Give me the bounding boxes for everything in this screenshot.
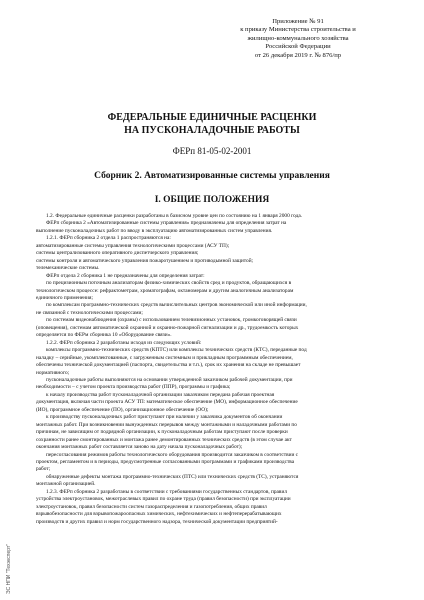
body-line: работ; — [36, 466, 51, 473]
body-line: автоматизированные системы управления технологическими процессами (АСУ ТП); — [36, 242, 230, 249]
body-line: окончания монтажных работ составляется заново на дату начала пусконаладочных работ); — [36, 444, 243, 451]
body-line: документация, включая части проекта АСУ ТП: математическое обеспечение (МО), информационное обеспечение — [36, 399, 298, 406]
watermark-sidebar — [4, 516, 12, 594]
body-line: ФЕРп сборника 2 «Автоматизированные системы управления» предназначены для определения затрат на — [46, 220, 287, 227]
body-line: нормативного; — [36, 369, 70, 376]
body-line: телемеханические системы. — [36, 265, 100, 272]
appendix-line: Приложение № 91 — [272, 18, 324, 25]
body-line: монтажных работ. При возникновении вынужденных перерывов между монтажными и наладочными работами по — [36, 421, 297, 428]
appendix-line: к приказу Министерства строительства и — [240, 26, 356, 34]
body-line: обеспечены технической документацией (паспорта, свидетельства и т.п.), срок их хранения на складе не превышает — [36, 362, 301, 369]
body-line: системы централизованного оперативного диспетчерского управления; — [36, 250, 199, 257]
body-line: выполнение пусконаладочных работ по вводу в эксплуатацию автоматизированных систем управления. — [36, 227, 273, 234]
body-line: сохранности ранее смонтированных и монтажа ранее демонтированных технических средств (в этом случае акт — [36, 436, 292, 443]
body-line: по комплексам программно-технических средств вычислительных центров экономической или иной информации, — [46, 302, 307, 309]
watermark-text: ЭС НПИ "Техэксперт" — [6, 543, 12, 594]
body-line: 1.2.3. ФЕРп сборника 2 разработаны в соответствии с требованиями государственных стандартов, правил — [46, 488, 287, 495]
collection-title: Сборник 2. Автоматизированные системы управления — [94, 171, 330, 181]
body-line: к началу производства работ пусконаладочной организации заказчиком передана рабочая проектная — [46, 391, 275, 398]
document-title — [0, 112, 424, 137]
body-line: необходимости – с учетом проекта производства работ (ППР), программы и графика; — [36, 384, 231, 391]
body-line: 1.2.1. ФЕРп сборника 2 отдела 1 распространяются на: — [46, 235, 171, 242]
body-line: 1.2. Федеральные единичные расценки разработаны в базисном уровне цен по состоянию на 1 января 2000 года. — [46, 213, 303, 219]
body-line: технологическом процессе: рефрактометрам, хроматографам, октаномерам и другим аналогичным анализаторам — [36, 287, 294, 294]
body-line: монтажной организацией. — [36, 481, 96, 488]
body-line: определяется по ФЕРм сборника 10 «Оборудование связи». — [36, 332, 172, 339]
body-line: ФЕРп отдела 2 сборника 1 не предназначены для определения затрат: — [46, 272, 205, 279]
body-line: единичного применения; — [36, 294, 93, 301]
body-line: взрывобезопасности для взрывопожароопасных химических, нефтехимических и нефтеперерабатывающих — [36, 511, 282, 518]
body-line: по прецизионным поточным анализаторам физико-химических свойств сред и продуктов, обращающихся в — [46, 280, 292, 287]
body-line: (ИО), программное обеспечение (ПО), организационное обеспечение (ОО); — [36, 406, 209, 413]
section-heading: I. ОБЩИЕ ПОЛОЖЕНИЯ — [154, 195, 270, 205]
body-line: причинам, не зависящим от подрядной организации, к пусконаладочным работам приступают после проверки — [36, 429, 288, 436]
body-line: (оповещения), системам автоматической охранной и охранно-пожарной сигнализации и др., трудоемкость которых — [36, 324, 299, 331]
body-line: устройства электроустановок, межотраслевых правил по охране труда (правил безопасности) при эксплуатации — [36, 496, 291, 503]
body-line: электроустановок, правил безопасности систем газораспределения и газопотребления, общих правил — [36, 503, 267, 510]
appendix-header — [198, 18, 398, 60]
body-line: производств и других правил и норм государственного надзора, технической документации предприятий- — [36, 518, 278, 525]
appendix-line: от 26 декабря 2019 г. № 876/пр — [254, 51, 342, 59]
title-line-1: ФЕДЕРАЛЬНЫЕ ЕДИНИЧНЫЕ РАСЦЕНКИ — [107, 112, 317, 123]
document-code: ФЕРп 81-05-02-2001 — [172, 146, 252, 156]
body-line: по системам видеонаблюдения (охраны) с использованием телевизионных установок, громкоговорящей связи — [46, 317, 297, 324]
body-line: системы контроля и автоматического управления пожаротушением и противодымной защитой; — [36, 257, 254, 264]
body-line: пусконаладочные работы выполняются на основании утвержденной заказчиком рабочей документации, при — [46, 376, 293, 383]
body-line: 1.2.2. ФЕРп сборника 2 разработаны исходя из следующих условий: — [46, 339, 202, 346]
body-text — [36, 213, 408, 526]
appendix-line: жилищно-коммунального хозяйства — [247, 34, 349, 42]
body-line: наладку – серийные, укомплектованные, с загруженным системным и прикладным программным обеспечением, — [36, 354, 293, 361]
body-line: к производству пусконаладочных работ приступают при наличии у заказчика документов об окончании — [46, 414, 283, 421]
body-line: обнаруженные дефекты монтажа программно-технических (ПТС) или технических средств (ТС), устраняются — [46, 473, 299, 480]
body-line: не связанной с технологическими процессами; — [36, 309, 143, 316]
body-line: пересогласования режимов работы технологического оборудования производится заказчиком в соответствии с — [46, 451, 299, 458]
body-line: комплексы программно-технических средств (КПТС) или комплексы технических средств (КТС), переданные под — [46, 347, 307, 354]
title-line-2: НА ПУСКОНАЛАДОЧНЫЕ РАБОТЫ — [124, 124, 300, 136]
body-line: проектом, регламентом и в периоды, предусмотренные согласованными программами и графиками производства — [36, 458, 295, 465]
appendix-line: Российской Федерации — [265, 43, 331, 51]
